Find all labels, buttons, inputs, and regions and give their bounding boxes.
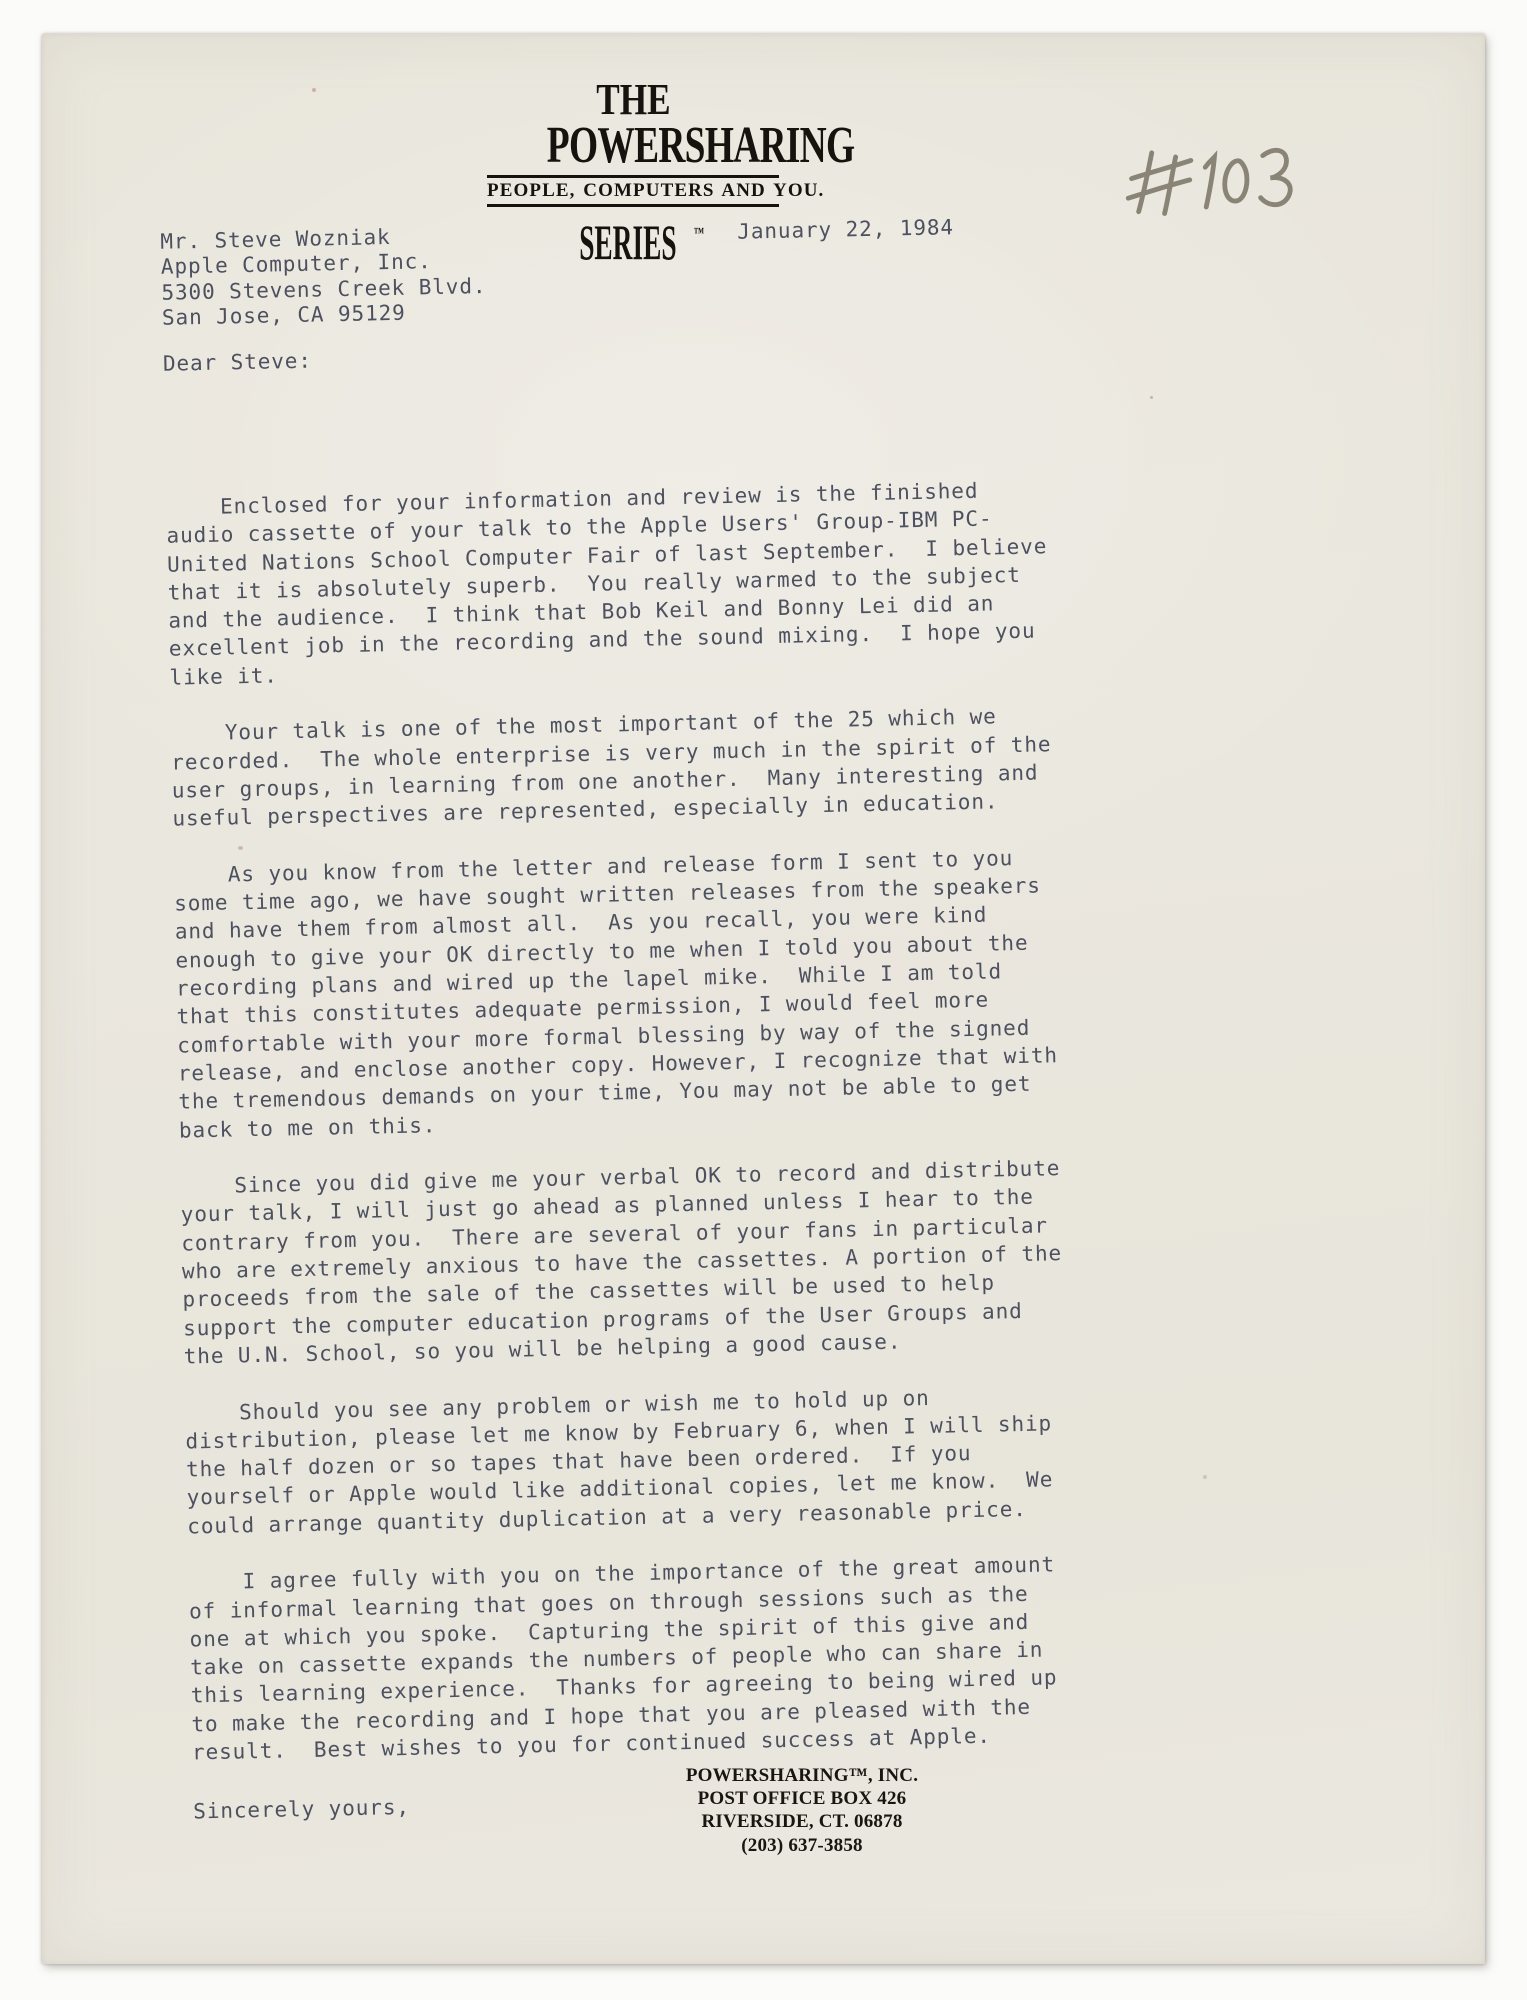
trademark-symbol: ™ <box>693 226 705 241</box>
paper-speck <box>312 88 316 92</box>
salutation: Dear Steve: <box>162 348 313 376</box>
recipient-street: 5300 Stevens Creek Blvd. <box>161 273 487 305</box>
recipient-address <box>160 223 487 331</box>
letterhead-tagline: PEOPLE, COMPUTERS AND YOU. <box>487 175 779 207</box>
typed-letter-content <box>150 200 1325 1924</box>
letterhead-the: THE <box>595 75 671 124</box>
footer-city: RIVERSIDE, CT. 06878 <box>701 1811 903 1833</box>
letter-body: Enclosed for your information and review is the finished audio cassette of your talk to the Apple Users' Group-IBM PC- United Nations School Computer Fair of last September. I believe that it is absolutely superb. You really warmed to the subject and the audience. I think that Bob Keil and Bonny Lei did an excellent job in the recording and the sound mixing. I hope you like it. Your talk is one of the most important of the 25 which we recorded. The whole enterprise is very much in the spirit of the user groups, in learning from one another. Many interesting and useful perspectives are represented, especially in education. As you know from the letter and release form I sent to you some time ago, we have sought written releases from the speakers and have them from almost all. As you recall, you were kind enough to give your OK directly to me when I told you about the recording plans and wired up the lapel mike. While I am told that this constitutes adequate permission, I would feel more comfortable with your more formal blessing by way of the signed release, and enclose another copy. However, I recognize that with the tremendous demands on your time, You may not be able to get back to me on this. Since you did give me your verbal OK to record and distribute your talk, I will just go ahead as planned unless I hear to the contrary from you. There are several of your fans in particular who are extremely anxious to have the cassettes. A portion of the proceeds from the sale of the cassettes will be used to help support the computer education programs of the User Groups and the U.N. School, so you will be helping a good cause. Should you see any problem or wish me to hold up on distribution, please let me know by February 6, when I will ship the half dozen or so tapes that have been ordered. If you yourself or Apple would like additional copies, let me know. We could arrange quantity duplication at a very reasonable price. I agree fully with you on the importance of the great amount of informal learning that goes on through sessions such as the one at which you spoke. Capturing the spirit of this give and take on cassette expands the numbers of people who can share in this learning experience. Thanks for agreeing to being wired up to make the recording and I hope that you are pleased with the result. Best wishes to you for continued success at Apple. <box>165 478 1063 1765</box>
letterhead-series: SERIES ™ <box>578 214 705 270</box>
recipient-name: Mr. Steve Wozniak <box>160 224 391 254</box>
footer-po-box: POST OFFICE BOX 426 <box>697 1788 907 1810</box>
footer-imprint <box>602 1764 1002 1857</box>
closing: Sincerely yours, <box>193 1794 411 1824</box>
footer-company: POWERSHARING™, INC. <box>685 1765 919 1786</box>
letter-paper <box>42 34 1485 1964</box>
letter-date: January 22, 1984 <box>737 215 955 244</box>
footer-phone: (203) 637-3858 <box>741 1834 863 1856</box>
recipient-city: San Jose, CA 95129 <box>161 300 406 330</box>
letterhead-powersharing: POWERSHARING <box>546 117 855 174</box>
recipient-company: Apple Computer, Inc. <box>160 249 432 280</box>
